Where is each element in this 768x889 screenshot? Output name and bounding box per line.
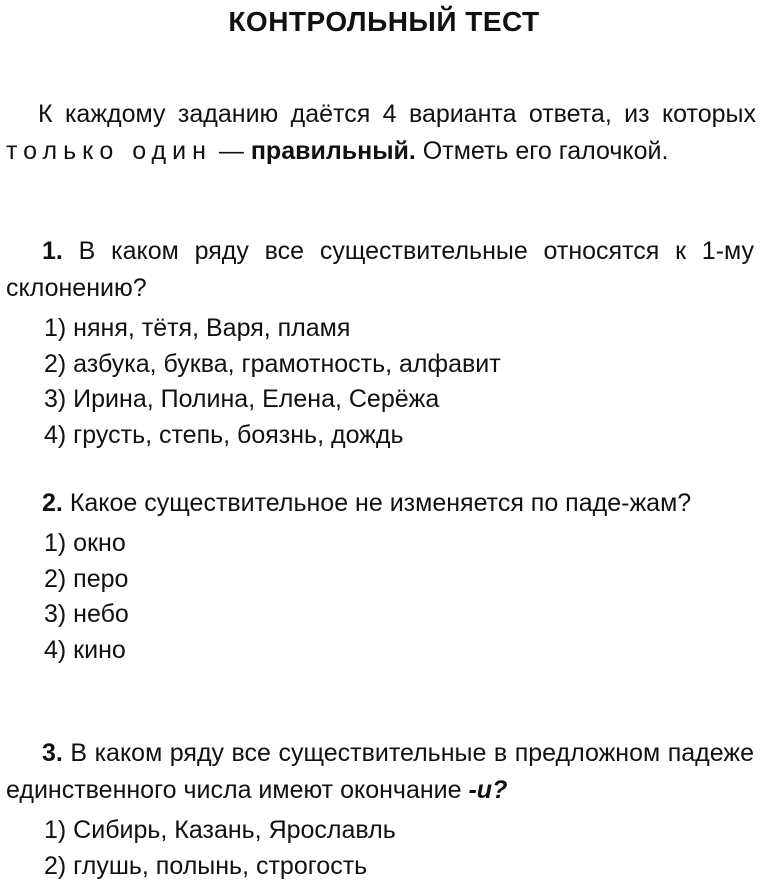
question-prompt: В каком ряду все существительные относятся к 1-му склонению? [6,237,754,302]
answer-option[interactable]: 2) глушь, полынь, строгость [44,851,368,880]
question-1 [6,233,754,453]
answer-options [6,526,754,668]
question-number: 3. [42,739,63,767]
answer-option[interactable]: 3) небо [44,600,129,628]
instructions-bold: правильный. [250,137,416,165]
instructions-tail: Отметь его галочкой. [415,137,669,165]
question-ending: -и? [468,776,508,804]
question-prompt: Какое существительное не изменяется по паде-жам? [69,489,692,517]
answer-option[interactable]: 1) Сибирь, Казань, Ярославль [44,816,396,844]
answer-option[interactable]: 3) Ирина, Полина, Елена, Серёжа [44,385,440,413]
question-number: 2. [42,489,63,517]
instructions [6,96,756,170]
answer-option[interactable]: 2) азбука, буква, грамотность, алфавит [44,349,501,378]
question-2-text [6,485,754,522]
question-1-text [6,233,754,307]
answer-option[interactable]: 2) перо [44,564,129,593]
answer-option[interactable]: 1) няня, тётя, Варя, пламя [44,314,351,342]
question-prompt: В каком ряду все существительные в предложном падеже единственного числа имеют окончание [6,739,754,804]
instructions-dash: — [211,137,251,165]
question-2 [6,485,754,668]
instructions-emphasis: только один [6,137,212,165]
answer-option[interactable]: 1) окно [44,529,126,557]
answer-option[interactable]: 4) грусть, степь, боязнь, дождь [44,420,404,449]
answer-option[interactable]: 4) кино [44,635,126,664]
answer-options [6,813,754,884]
question-3 [6,735,754,884]
question-number: 1. [42,237,63,265]
page-title: КОНТРОЛЬНЫЙ ТЕСТ [228,6,540,37]
answer-options [6,311,754,453]
instructions-text: К каждому заданию даётся 4 варианта ответа, из которых [38,100,756,128]
question-3-text [6,735,754,809]
